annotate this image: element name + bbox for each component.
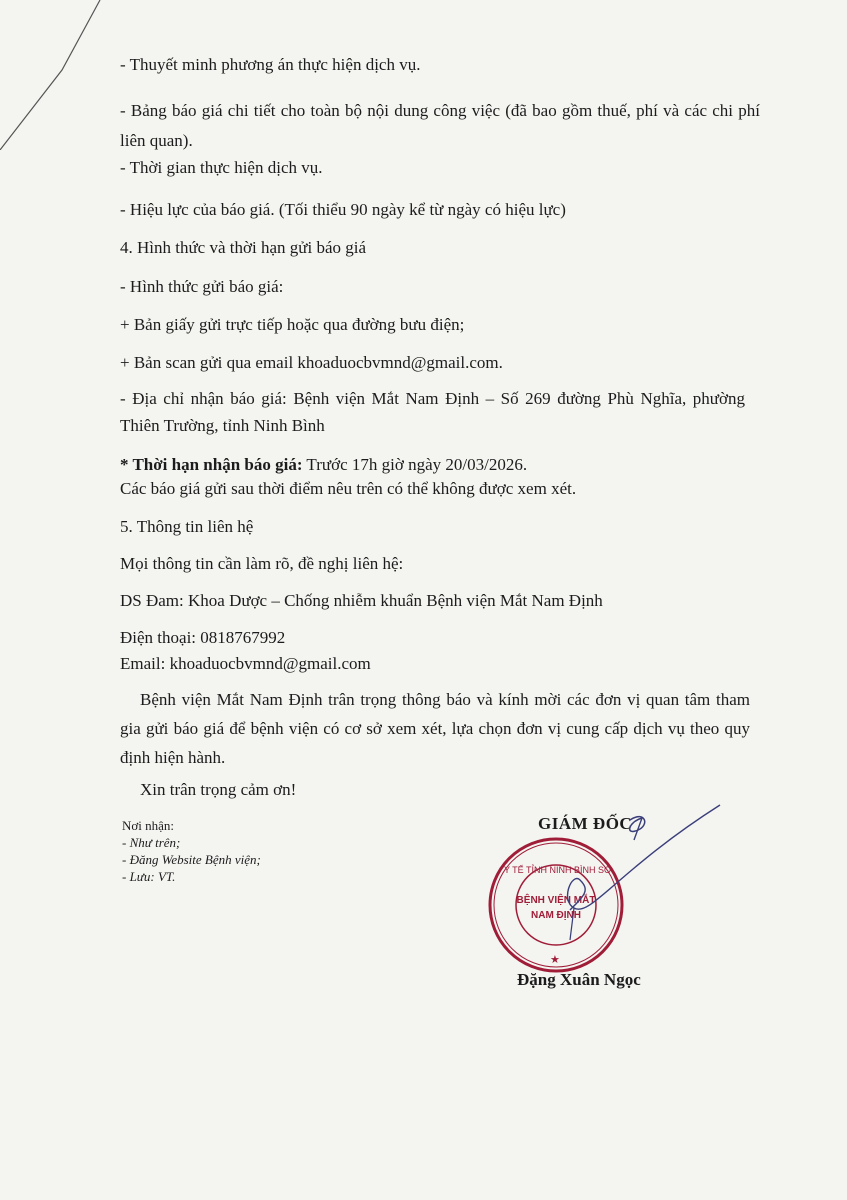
recipient-item: - Như trên; bbox=[122, 835, 181, 850]
item-detailed-quote: - Bảng báo giá chi tiết cho toàn bộ nội dung công việc (đã bao gồm thuế, phí và các chi phí liên quan). bbox=[120, 101, 760, 150]
section-5-heading: 5. Thông tin liên hệ bbox=[120, 517, 254, 536]
signer-name: Đặng Xuân Ngọc bbox=[517, 970, 641, 989]
seal-star-icon: ★ bbox=[550, 953, 560, 966]
contact-intro: Mọi thông tin cần làm rõ, đề nghị liên hệ: bbox=[120, 554, 404, 573]
contact-phone: Điện thoại: 0818767992 bbox=[120, 628, 286, 647]
submit-email: + Bản scan gửi qua email khoaduocbvmnd@gmail.com. bbox=[120, 353, 503, 372]
signature-title: GIÁM ĐỐC bbox=[538, 814, 633, 833]
recipients-block bbox=[122, 817, 261, 885]
handwritten-signature bbox=[530, 800, 730, 970]
closing-paragraph: Bệnh viện Mắt Nam Định trân trọng thông báo và kính mời các đơn vị quan tâm tham gia gửi báo giá để bệnh viện có cơ sở xem xét, lựa chọn đơn vị cung cấp dịch vụ theo quy định hiện hành. bbox=[120, 690, 750, 767]
contact-person: DS Đam: Khoa Dược – Chống nhiễm khuẩn Bệnh viện Mắt Nam Định bbox=[120, 591, 603, 610]
recipients-title: Nơi nhận: bbox=[122, 818, 175, 833]
item-validity: - Hiệu lực của báo giá. (Tối thiểu 90 ngày kể từ ngày có hiệu lực) bbox=[120, 200, 566, 219]
seal-inner-line1: BỆNH VIỆN MẮT bbox=[516, 895, 596, 906]
paper-edge-mark bbox=[0, 0, 110, 150]
seal-ring-text: Y TẾ TỈNH NINH BÌNH SỞ bbox=[504, 865, 612, 875]
submit-address: - Địa chỉ nhận báo giá: Bệnh viện Mắt Nam Định – Số 269 đường Phù Nghĩa, phường Thiên Trường, tỉnh Ninh Bình bbox=[120, 389, 745, 435]
submit-method-label: - Hình thức gửi báo giá: bbox=[120, 277, 284, 296]
deadline-label: * Thời hạn nhận báo giá: bbox=[120, 455, 303, 474]
thanks-line: Xin trân trọng cảm ơn! bbox=[140, 780, 297, 799]
deadline-value: Trước 17h giờ ngày 20/03/2026. bbox=[302, 455, 528, 474]
recipient-item: - Đăng Website Bệnh viện; bbox=[122, 852, 261, 867]
late-note: Các báo giá gửi sau thời điểm nêu trên có thể không được xem xét. bbox=[120, 479, 577, 498]
contact-email: Email: khoaduocbvmnd@gmail.com bbox=[120, 654, 371, 673]
recipient-item: - Lưu: VT. bbox=[122, 869, 176, 884]
seal-inner-line2: NAM ĐỊNH bbox=[531, 910, 581, 921]
deadline-line bbox=[120, 454, 807, 476]
item-service-proposal: - Thuyết minh phương án thực hiện dịch vụ. bbox=[120, 55, 421, 74]
submit-paper: + Bản giấy gửi trực tiếp hoặc qua đường bưu điện; bbox=[120, 315, 465, 334]
item-duration: - Thời gian thực hiện dịch vụ. bbox=[120, 158, 323, 177]
section-4-heading: 4. Hình thức và thời hạn gửi báo giá bbox=[120, 238, 367, 257]
